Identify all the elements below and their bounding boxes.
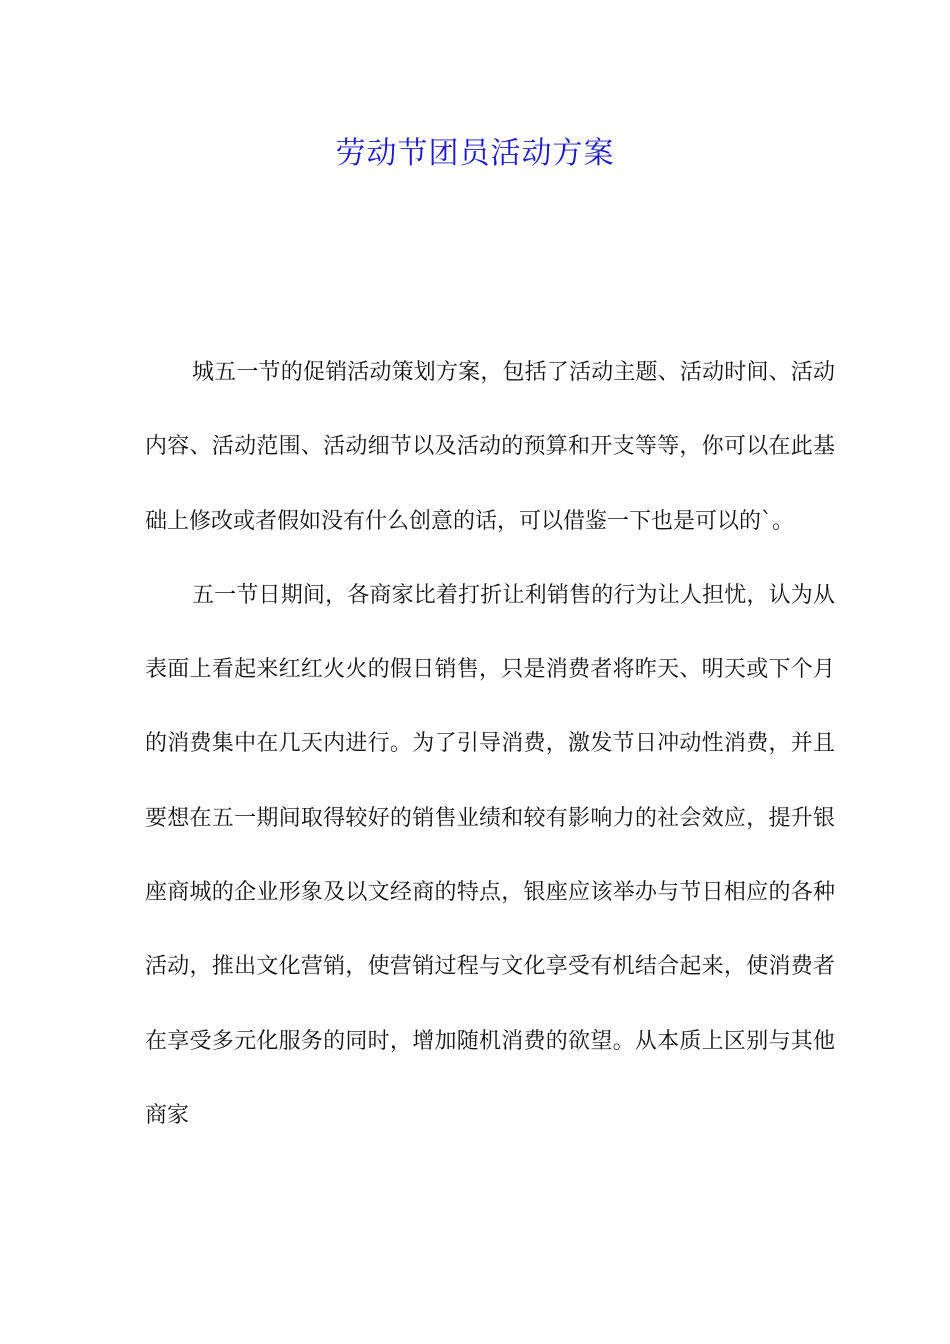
paragraph-2: 五一节日期间，各商家比着打折让利销售的行为让人担忧，认为从表面上看起来红红火火的假日销售，只是消费者将昨天、明天或下个月的消费集中在几天内进行。为了引导消费，激发节日冲动性消费，并且要想在五一期间取得较好的销售业绩和较有影响力的社会效应，提升银座商城的企业形象及以文经商的特点，银座应该举办与节日相应的各种活动，推出文化营销，使营销过程与文化享受有机结合起来，使消费者在享受多元化服务的同时，增加随机消费的欲望。从本质上区别与其他商家 [145, 582, 835, 1128]
document-title: 劳动节团员活动方案 [335, 136, 615, 171]
paragraph-1: 城五一节的促销活动策划方案，包括了活动主题、活动时间、活动内容、活动范围、活动细节以及活动的预算和开支等等，你可以在此基础上修改或者假如没有什么创意的话，可以借鉴一下也是可以的`。 [145, 360, 835, 534]
document-body [145, 336, 835, 1153]
